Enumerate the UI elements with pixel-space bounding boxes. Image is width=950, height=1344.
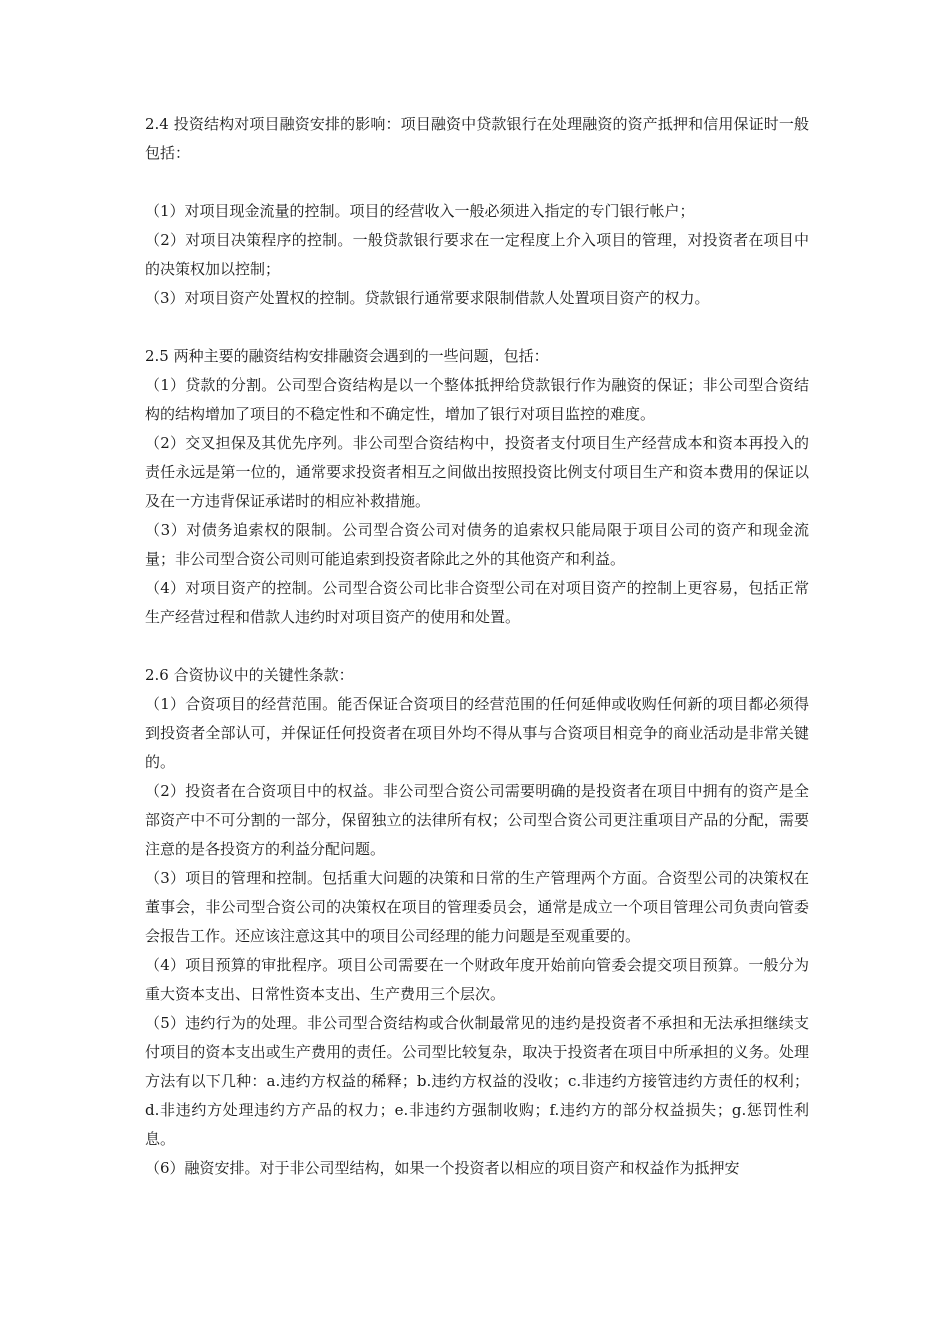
section-spacer bbox=[145, 632, 809, 661]
section-2-5-item-2: （2）交叉担保及其优先序列。非公司型合资结构中，投资者支付项目生产经营成本和资本再投入的责任永远是第一位的，通常要求投资者相互之间做出按照投资比例支付项目生产和资本费用的保证以及在一方违背保证承诺时的相应补救措施。 bbox=[145, 434, 809, 510]
section-2-5-item-4: （4）对项目资产的控制。公司型合资公司比非合资型公司在对项目资产的控制上更容易，包括正常生产经营过程和借款人违约时对项目资产的使用和处置。 bbox=[145, 579, 809, 626]
section-2-5-item-1: （1）贷款的分割。公司型合资结构是以一个整体抵押给贷款银行作为融资的保证；非公司型合资结构的结构增加了项目的不稳定性和不确定性，增加了银行对项目监控的难度。 bbox=[145, 376, 809, 423]
section-2-6-heading: 2.6 合资协议中的关键性条款： bbox=[145, 666, 354, 684]
section-2-4-item-3: （3）对项目资产处置权的控制。贷款银行通常要求限制借款人处置项目资产的权力。 bbox=[145, 289, 710, 307]
section-2-6-item-1: （1）合资项目的经营范围。能否保证合资项目的经营范围的任何延伸或收购任何新的项目都必须得到投资者全部认可，并保证任何投资者在项目外均不得从事与合资项目相竞争的商业活动是非常关键的。 bbox=[145, 695, 809, 771]
section-2-4-item-2: （2）对项目决策程序的控制。一般贷款银行要求在一定程度上介入项目的管理，对投资者在项目中的决策权加以控制； bbox=[145, 231, 809, 278]
section-2-5-item-3: （3）对债务追索权的限制。公司型合资公司对债务的追索权只能局限于项目公司的资产和现金流量；非公司型合资公司则可能追索到投资者除此之外的其他资产和利益。 bbox=[145, 521, 809, 568]
document-page bbox=[145, 110, 809, 1183]
section-2-5-heading: 2.5 两种主要的融资结构安排融资会遇到的一些问题，包括： bbox=[145, 347, 549, 365]
section-2-6-item-4: （4）项目预算的审批程序。项目公司需要在一个财政年度开始前向管委会提交项目预算。一般分为重大资本支出、日常性资本支出、生产费用三个层次。 bbox=[145, 956, 809, 1003]
section-2-6-item-5: （5）违约行为的处理。非公司型合资结构或合伙制最常见的违约是投资者不承担和无法承担继续支付项目的资本支出或生产费用的责任。公司型比较复杂，取决于投资者在项目中所承担的义务。处理方法有以下几种：a.违约方权益的稀释；b.违约方权益的没收；c.非违约方接管违约方责任的权利；d.非违约方处理违约方产品的权力；e.非违约方强制收购；f.违约方的部分权益损失；g.惩罚性利息。 bbox=[145, 1014, 809, 1148]
section-2-6-item-3: （3）项目的管理和控制。包括重大问题的决策和日常的生产管理两个方面。合资型公司的决策权在董事会，非公司型合资公司的决策权在项目的管理委员会，通常是成立一个项目管理公司负责向管委会报告工作。还应该注意这其中的项目公司经理的能力问题是至观重要的。 bbox=[145, 869, 809, 945]
section-2-6-item-6: （6）融资安排。对于非公司型结构，如果一个投资者以相应的项目资产和权益作为抵押安 bbox=[145, 1159, 740, 1177]
section-2-4-heading: 2.4 投资结构对项目融资安排的影响：项目融资中贷款银行在处理融资的资产抵押和信用保证时一般包括： bbox=[145, 115, 809, 162]
section-2-6-item-2: （2）投资者在合资项目中的权益。非公司型合资公司需要明确的是投资者在项目中拥有的资产是全部资产中不可分割的一部分，保留独立的法律所有权；公司型合资公司更注重项目产品的分配，需要注意的是各投资方的利益分配问题。 bbox=[145, 782, 809, 858]
section-spacer bbox=[145, 313, 809, 342]
section-2-4-item-1: （1）对项目现金流量的控制。项目的经营收入一般必须进入指定的专门银行帐户； bbox=[145, 202, 695, 220]
section-spacer bbox=[145, 168, 809, 197]
